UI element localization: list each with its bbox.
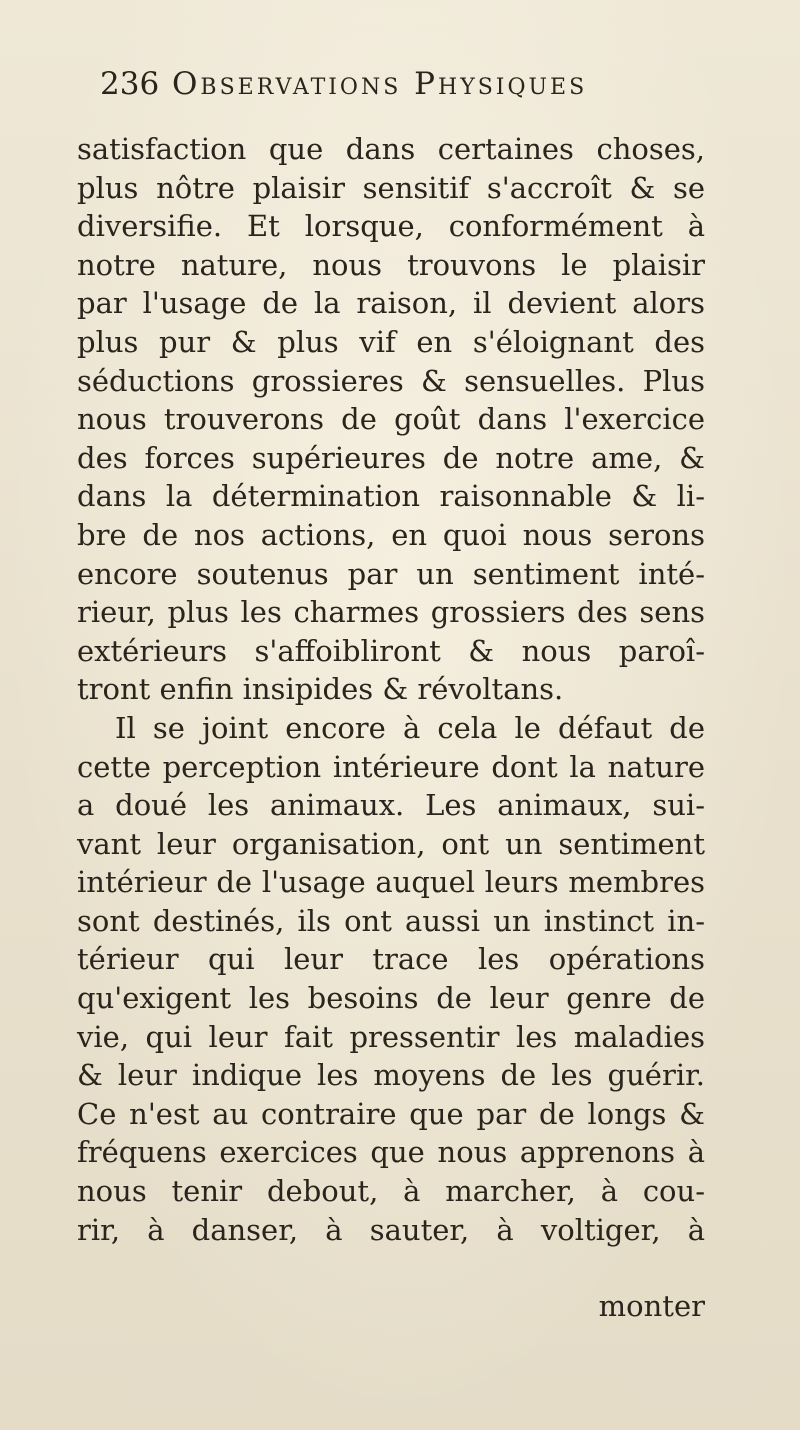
text-line: par l'usage de la raison, il devient alors	[77, 286, 705, 321]
text-line: nous tenir debout, à marcher, à cou-	[77, 1174, 705, 1209]
text-line: des forces supérieures de notre ame, &	[77, 440, 705, 475]
text-line: fréquens exercices que nous apprenons à	[77, 1135, 705, 1170]
paragraph-end-line: tront enfin insipides & révoltans.	[77, 672, 564, 707]
paragraph-start-line: Il se joint encore à cela le défaut de	[115, 710, 705, 745]
text-line: notre nature, nous trouvons le plaisir	[77, 247, 705, 282]
catchword: monter	[598, 1289, 705, 1323]
text-line: satisfaction que dans certaines choses,	[77, 132, 705, 166]
body-text	[77, 130, 705, 1249]
text-line: qu'exigent les besoins de leur genre de	[77, 981, 705, 1016]
text-line: intérieur de l'usage auquel leurs membres	[77, 865, 705, 900]
text-line: cette perception intérieure dont la nature	[77, 749, 705, 784]
text-line: rir, à danser, à sauter, à voltiger, à	[77, 1212, 705, 1247]
text-line: térieur qui leur trace les opérations	[77, 942, 705, 977]
text-line: a doué les animaux. Les animaux, sui-	[77, 788, 705, 823]
running-head: Observations Physiques	[172, 66, 588, 102]
text-line: vie, qui leur fait pressentir les maladies	[77, 1019, 705, 1054]
text-line: plus pur & plus vif en s'éloignant des	[77, 324, 705, 359]
text-line: extérieurs s'affoibliront & nous paroî-	[77, 633, 705, 668]
text-line: dans la détermination raisonnable & li-	[77, 479, 705, 514]
text-line: Ce n'est au contraire que par de longs &	[77, 1096, 705, 1131]
text-line: séductions grossieres & sensuelles. Plus	[77, 363, 705, 398]
text-line: vant leur organisation, ont un sentiment	[77, 826, 705, 861]
text-line: sont destinés, ils ont aussi un instinct in-	[77, 903, 705, 938]
text-line: bre de nos actions, en quoi nous serons	[77, 517, 705, 552]
text-line: & leur indique les moyens de les guérir.	[77, 1058, 705, 1093]
text-line: nous trouverons de goût dans l'exercice	[77, 402, 705, 437]
text-line: diversifie. Et lorsque, conformément à	[77, 209, 705, 244]
text-line: encore soutenus par un sentiment inté-	[77, 556, 705, 591]
page-number: 236	[100, 66, 160, 102]
text-line: plus nôtre plaisir sensitif s'accroît & se	[77, 170, 705, 205]
page-header	[100, 66, 720, 116]
text-line: rieur, plus les charmes grossiers des sens	[77, 595, 705, 630]
